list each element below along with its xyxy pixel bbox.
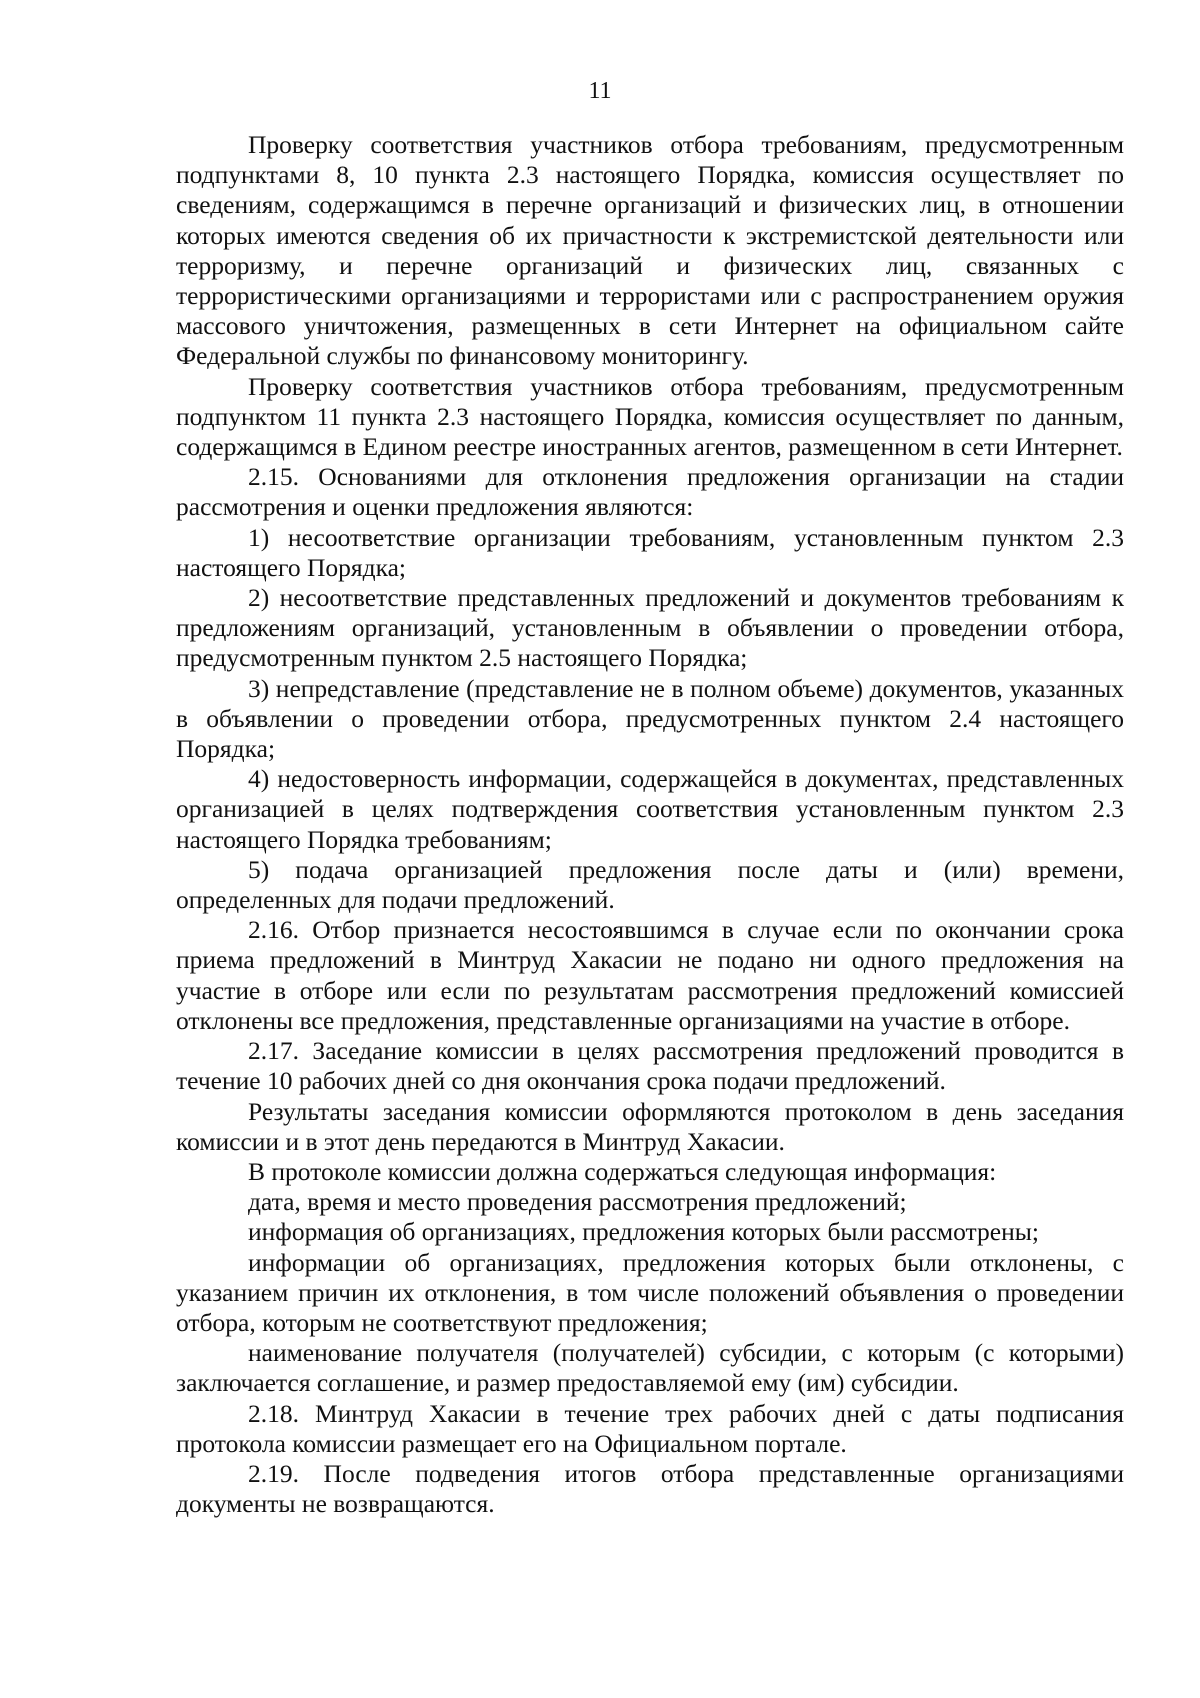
list-item-rejection-4: 4) недостоверность информации, содержащейся в документах, представленных организацией в целях подтверждения соответствия установленным пунктом 2.3 настоящего Порядка требованиям;	[176, 764, 1124, 854]
paragraph-screening-foreign-agents: Проверку соответствия участников отбора требованиям, предусмотренным подпунктом 11 пункта 2.3 настоящего Порядка, комиссия осуществляет по данным, содержащимся в Едином реестре иностранных агентов, размещенном в сети Интернет.	[176, 371, 1124, 462]
paragraph-2-15: 2.15. Основаниями для отклонения предложения организации на стадии рассмотрения и оценки предложения являются:	[176, 462, 1124, 522]
list-item-rejection-2: 2) несоответствие представленных предложений и документов требованиям к предложениям организаций, установленным в объявлении о проведении отбора, предусмотренным пунктом 2.5 настоящего Порядка;	[176, 583, 1124, 673]
list-item-rejection-5: 5) подача организацией предложения после даты и (или) времени, определенных для подачи предложений.	[176, 854, 1124, 915]
paragraph-protocol-contents: В протоколе комиссии должна содержаться следующая информация:	[248, 1156, 997, 1186]
paragraph-2-19: 2.19. После подведения итогов отбора представленные организациями документы не возвращаются.	[176, 1458, 1124, 1519]
protocol-item-recipient: наименование получателя (получателей) субсидии, с которым (с которыми) заключается соглашение, и размер предоставляемой ему (им) субсидии.	[176, 1338, 1124, 1398]
paragraph-2-16: 2.16. Отбор признается несостоявшимся в случае если по окончании срока приема предложений в Минтруд Хакасии не подано ни одного предложения на участие в отборе или если по результатам рассмотрения предложений комиссией отклонены все предложения, представленные организациями на участие в отборе.	[176, 915, 1124, 1035]
paragraph-2-17: 2.17. Заседание комиссии в целях рассмотрения предложений проводится в течение 10 рабочих дней со дня окончания срока подачи предложений.	[176, 1036, 1124, 1096]
document-body	[176, 130, 1124, 1519]
protocol-item-date-time-place: дата, время и место проведения рассмотрения предложений;	[248, 1187, 907, 1217]
paragraph-2-18: 2.18. Минтруд Хакасии в течение трех рабочих дней с даты подписания протокола комиссии размещает его на Официальном портале.	[176, 1398, 1124, 1458]
list-item-rejection-3: 3) непредставление (представление не в полном объеме) документов, указанных в объявлении о проведении отбора, предусмотренных пунктом 2.4 настоящего Порядка;	[176, 673, 1124, 764]
list-item-rejection-1: 1) несоответствие организации требованиям, установленным пунктом 2.3 настоящего Порядка;	[176, 522, 1124, 582]
protocol-item-rejected: информации об организациях, предложения которых были отклонены, с указанием причин их отклонения, в том числе положений объявления о проведении отбора, которым не соответствуют предложения;	[176, 1247, 1124, 1337]
page-number: 11	[588, 78, 612, 104]
paragraph-screening-terrorism: Проверку соответствия участников отбора требованиям, предусмотренным подпунктами 8, 10 пункта 2.3 настоящего Порядка, комиссия осуществляет по сведениям, содержащимся в перечне организаций и физических лиц, в отношении которых имеются сведения об их причастности к экстремистской деятельности или терроризму, и перечне организаций и физических лиц, связанных с террористическими организациями и террористами или с распространением оружия массового уничтожения, размещенных в сети Интернет на официальном сайте Федеральной службы по финансовому мониторингу.	[176, 130, 1124, 371]
protocol-item-considered: информация об организациях, предложения которых были рассмотрены;	[248, 1217, 1039, 1247]
paragraph-meeting-results: Результаты заседания комиссии оформляются протоколом в день заседания комиссии и в этот день передаются в Минтруд Хакасии.	[176, 1096, 1124, 1156]
